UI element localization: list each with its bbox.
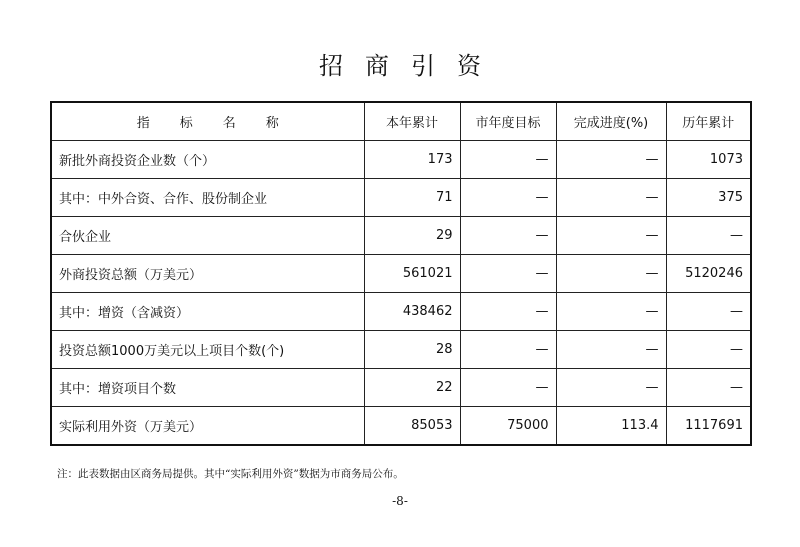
cell-progress: 113.4: [556, 407, 666, 446]
cell-cumulative: —: [666, 293, 751, 331]
header-this-year: 本年累计: [364, 102, 460, 141]
cell-cumulative: 1073: [666, 141, 751, 179]
cell-cumulative: 375: [666, 179, 751, 217]
cell-target: —: [460, 179, 556, 217]
cell-progress: —: [556, 179, 666, 217]
header-indicator-name: 指标名称: [51, 102, 364, 141]
page-number: -8-: [392, 494, 408, 508]
cell-progress: —: [556, 217, 666, 255]
cell-target: 75000: [460, 407, 556, 446]
table-row: [51, 179, 751, 217]
cell-this-year: 28: [364, 331, 460, 369]
cell-cumulative: 1117691: [666, 407, 751, 446]
cell-cumulative: —: [666, 217, 751, 255]
table-row: [51, 141, 751, 179]
cell-this-year: 438462: [364, 293, 460, 331]
table-row: [51, 217, 751, 255]
table-footnote: 注：此表数据由区商务局提供。其中“实际利用外资”数据为市商务局公布。: [57, 468, 404, 480]
header-progress: 完成进度(%): [556, 102, 666, 141]
cell-cumulative: —: [666, 369, 751, 407]
cell-this-year: 22: [364, 369, 460, 407]
investment-table: [50, 101, 752, 446]
row-label: 其中：增资项目个数: [51, 369, 364, 407]
cell-progress: —: [556, 255, 666, 293]
page-title: 招商引资: [319, 52, 503, 80]
table-row: [51, 369, 751, 407]
table-row: [51, 255, 751, 293]
row-label: 新批外商投资企业数（个）: [51, 141, 364, 179]
cell-target: —: [460, 369, 556, 407]
cell-progress: —: [556, 331, 666, 369]
cell-target: —: [460, 255, 556, 293]
cell-progress: —: [556, 369, 666, 407]
table-row: [51, 407, 751, 446]
header-target: 市年度目标: [460, 102, 556, 141]
table-row: [51, 293, 751, 331]
cell-this-year: 173: [364, 141, 460, 179]
row-label: 外商投资总额（万美元）: [51, 255, 364, 293]
row-label: 实际利用外资（万美元）: [51, 407, 364, 446]
header-cumulative: 历年累计: [666, 102, 751, 141]
cell-this-year: 71: [364, 179, 460, 217]
cell-cumulative: 5120246: [666, 255, 751, 293]
cell-target: —: [460, 217, 556, 255]
row-label: 其中：增资（含减资）: [51, 293, 364, 331]
row-label: 其中：中外合资、合作、股份制企业: [51, 179, 364, 217]
cell-progress: —: [556, 141, 666, 179]
cell-target: —: [460, 141, 556, 179]
table-header-row: [51, 102, 751, 141]
cell-target: —: [460, 331, 556, 369]
cell-this-year: 561021: [364, 255, 460, 293]
row-label: 合伙企业: [51, 217, 364, 255]
cell-this-year: 29: [364, 217, 460, 255]
cell-cumulative: —: [666, 331, 751, 369]
cell-progress: —: [556, 293, 666, 331]
row-label: 投资总额1000万美元以上项目个数(个): [51, 331, 364, 369]
cell-this-year: 85053: [364, 407, 460, 446]
table-row: [51, 331, 751, 369]
cell-target: —: [460, 293, 556, 331]
